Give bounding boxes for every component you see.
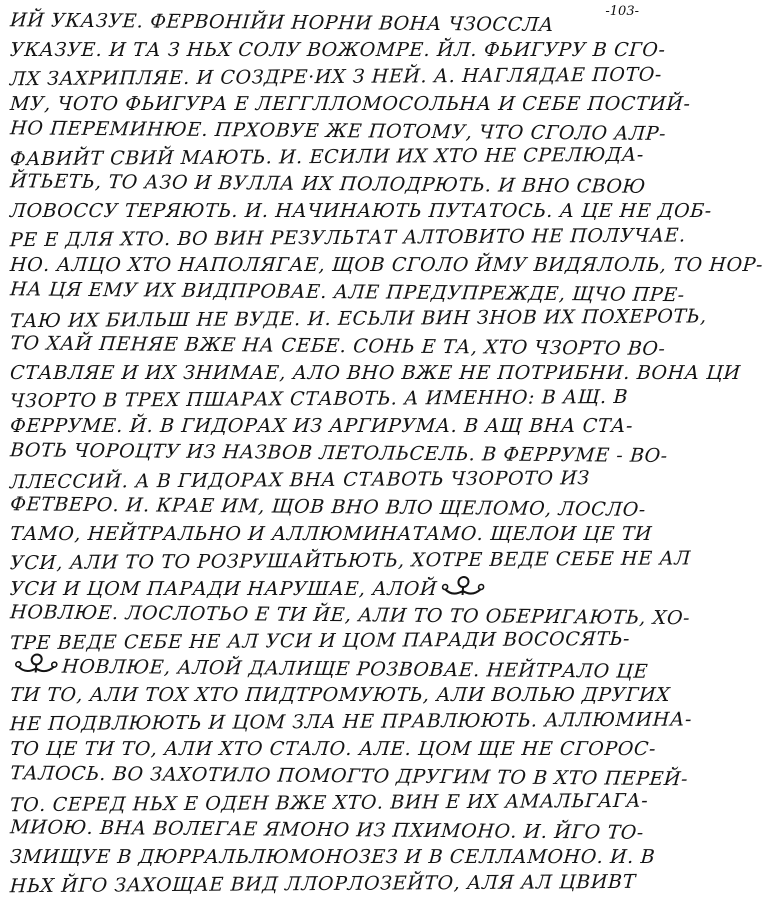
- text-line: ФЕРРУМЕ. Й. В ГИДОРАХ ИЗ АРГИРУМА. В АЩ ВНА СТА-: [9, 415, 634, 438]
- text-line: ЧЗОРТО В ТРЕХ ПШАРАХ СТАВОТЬ. А ИМЕННО: В АЩ. В: [9, 386, 629, 413]
- text-line: ТАЛОСЬ. ВО ЗАХОТИЛО ПОМОГТО ДРУГИМ ТО В ХТО ПЕРЕЙ-: [9, 762, 690, 791]
- text-line: ЛЛЕССИЙ. А В ГИДОРАХ ВНА СТАВОТЬ ЧЗОРОТО ИЗ: [9, 467, 591, 494]
- text-line: НО ПЕРЕМИНЮЕ. ПРХОВУЕ ЖЕ ПОТОМУ, ЧТО СГОЛО АЛР-: [9, 116, 667, 145]
- text-line: ЛОВОССУ ТЕРЯЮТЬ. И. НАЧИНАЮТЬ ПУТАТОСЬ. А ЦЕ НЕ ДОБ-: [9, 200, 713, 223]
- text-line-with-sigil: [9, 653, 649, 685]
- text-line: УСИ, АЛИ ТО ТО РОЗРУШАЙТЬЮТЬ, ХОТРЕ ВЕДЕ СЕБЕ НЕ АЛ: [9, 547, 692, 575]
- text-line: НОВЛЮЕ. ЛОСЛОТЬО Е ТИ ЙЕ, АЛИ ТО ТО ОБЕРИГАЮТЬ, ХО-: [9, 600, 691, 629]
- text-line: ЛХ ЗАХРИПЛЯЕ. И СОЗДРЕ·ИХ З НЕЙ. А. НАГЛЯДАЕ ПОТО-: [9, 63, 663, 90]
- text-line: НЬХ ЙГО ЗАХОЩАЕ ВИД ЛЛОРЛОЗЕЙТО, АЛЯ АЛ ЦВИВТ: [9, 870, 637, 897]
- text-line: РЕ Е ДЛЯ ХТО. ВО ВИН РЕЗУЛЬТАТ АЛТОВИТО НЕ ПОЛУЧАЕ.: [9, 224, 687, 252]
- text-line: ТАМО, НЕЙТРАЛЬНО И АЛЛЮМИНАТАМО. ЩЕЛОИ ЦЕ ТИ: [9, 522, 653, 545]
- text-line: ТРЕ ВЕДЕ СЕБЕ НЕ АЛ УСИ И ЦОМ ПАРАДИ ВОСОСЯТЬ-: [9, 628, 631, 655]
- text-line: ИЙ УКАЗУЕ. ФЕРВОНІЙИ НОРНИ ВОНА ЧЗОССЛА: [9, 9, 555, 37]
- page-number: -103-: [605, 4, 639, 19]
- text-line: СТАВЛЯЕ И ИХ ЗНИМАЕ, АЛО ВНО ВЖЕ НЕ ПОТРИБНИ. ВОНА ЦИ: [9, 361, 742, 384]
- text-line: ТАЮ ИХ БИЛЬШ НЕ ВУДЕ. И. ЕСЬЛИ ВИН ЗНОВ ИХ ПОХЕРОТЬ,: [9, 305, 708, 332]
- text-line: НО. АЛЦО ХТО НАПОЛЯГАЕ, ЩОВ СГОЛО ЙМУ ВИДЯЛОЛЬ, ТО НОР-: [9, 254, 764, 277]
- text-line: УКАЗУЕ. И ТА З НЬХ СОЛУ ВОЖОМРЕ. ЙЛ. ФЬИГУРУ В СГО-: [9, 38, 667, 61]
- sigil-icon-2: [13, 653, 59, 683]
- text-line: ВОТЬ ЧОРОЦТУ ИЗ НАЗВОВ ЛЕТОЛЬСЕЛЬ. В ФЕРРУМЕ - ВО-: [9, 439, 669, 468]
- text-line: МИОЮ. ВНА ВОЛЕГАЕ ЯМОНО ИЗ ПХИМОНО. И. ЙГО ТО-: [9, 815, 645, 844]
- text-line: ЗМИЩУЕ В ДЮРРАЛЬЛЮМОНОЗЕЗ И В СЕЛЛАМОНО. И. В: [9, 845, 657, 868]
- text-line: ТИ ТО, АЛИ ТОХ ХТО ПИДТРОМУЮТЬ, АЛИ ВОЛЬЮ ДРУГИХ: [9, 684, 672, 707]
- text-line: ТО ЦЕ ТИ ТО, АЛИ ХТО СТАЛО. АЛЕ. ЦОМ ЩЕ НЕ СГОРОС-: [9, 738, 657, 761]
- text-line: ФЕТВЕРО. И. КРАЕ ИМ, ЩОВ ВНО ВЛО ЩЕЛОМО, ЛОСЛО-: [9, 493, 647, 521]
- text-line: НА ЦЯ ЕМУ ИХ ВИДПРОВАЕ. АЛЕ ПРЕДУПРЕЖДЕ, ЩЧО ПРЕ-: [9, 278, 686, 307]
- text-segment: УСИ И ЦОМ ПАРАДИ НАРУШАЕ, АЛОЙ: [9, 577, 438, 600]
- sigil-icon-1: [440, 575, 486, 605]
- text-line: ФАВИЙТ СВИЙ МАЮТЬ. И. ЕСИЛИ ИХ ХТО НЕ СРЕЛЮДА-: [9, 144, 645, 171]
- text-line: ЙТЬЕТЬ, ТО АЗО И ВУЛЛА ИХ ПОЛОДРЮТЬ. И ВНО СВОЮ: [9, 170, 647, 199]
- text-line: МУ, ЧОТО ФЬИГУРА Е ЛЕГГЛЛОМОСОЛЬНА И СЕБЕ ПОСТИЙ-: [9, 92, 692, 115]
- handwritten-text-block: [9, 9, 764, 897]
- text-line: НЕ ПОДВЛЮЮТЬ И ЦОМ ЗЛА НЕ ПРАВЛЮЮТЬ. АЛЛЮМИНА-: [9, 708, 693, 736]
- text-line-with-sigil: [9, 575, 639, 602]
- text-line: ТО. СЕРЕД НЬХ Е ОДЕН ВЖЕ ХТО. ВИН Е ИХ АМАЛЬГАГА-: [9, 789, 649, 817]
- text-segment: НОВЛЮЕ, АЛОЙ ДАЛИЩЕ РОЗВОВАЕ. НЕЙТРАЛО ЦЕ: [61, 656, 649, 684]
- text-line: ТО ХАЙ ПЕНЯЕ ВЖЕ НА СЕБЕ. СОНЬ Е ТА, ХТО ЧЗОРТО ВО-: [9, 331, 667, 360]
